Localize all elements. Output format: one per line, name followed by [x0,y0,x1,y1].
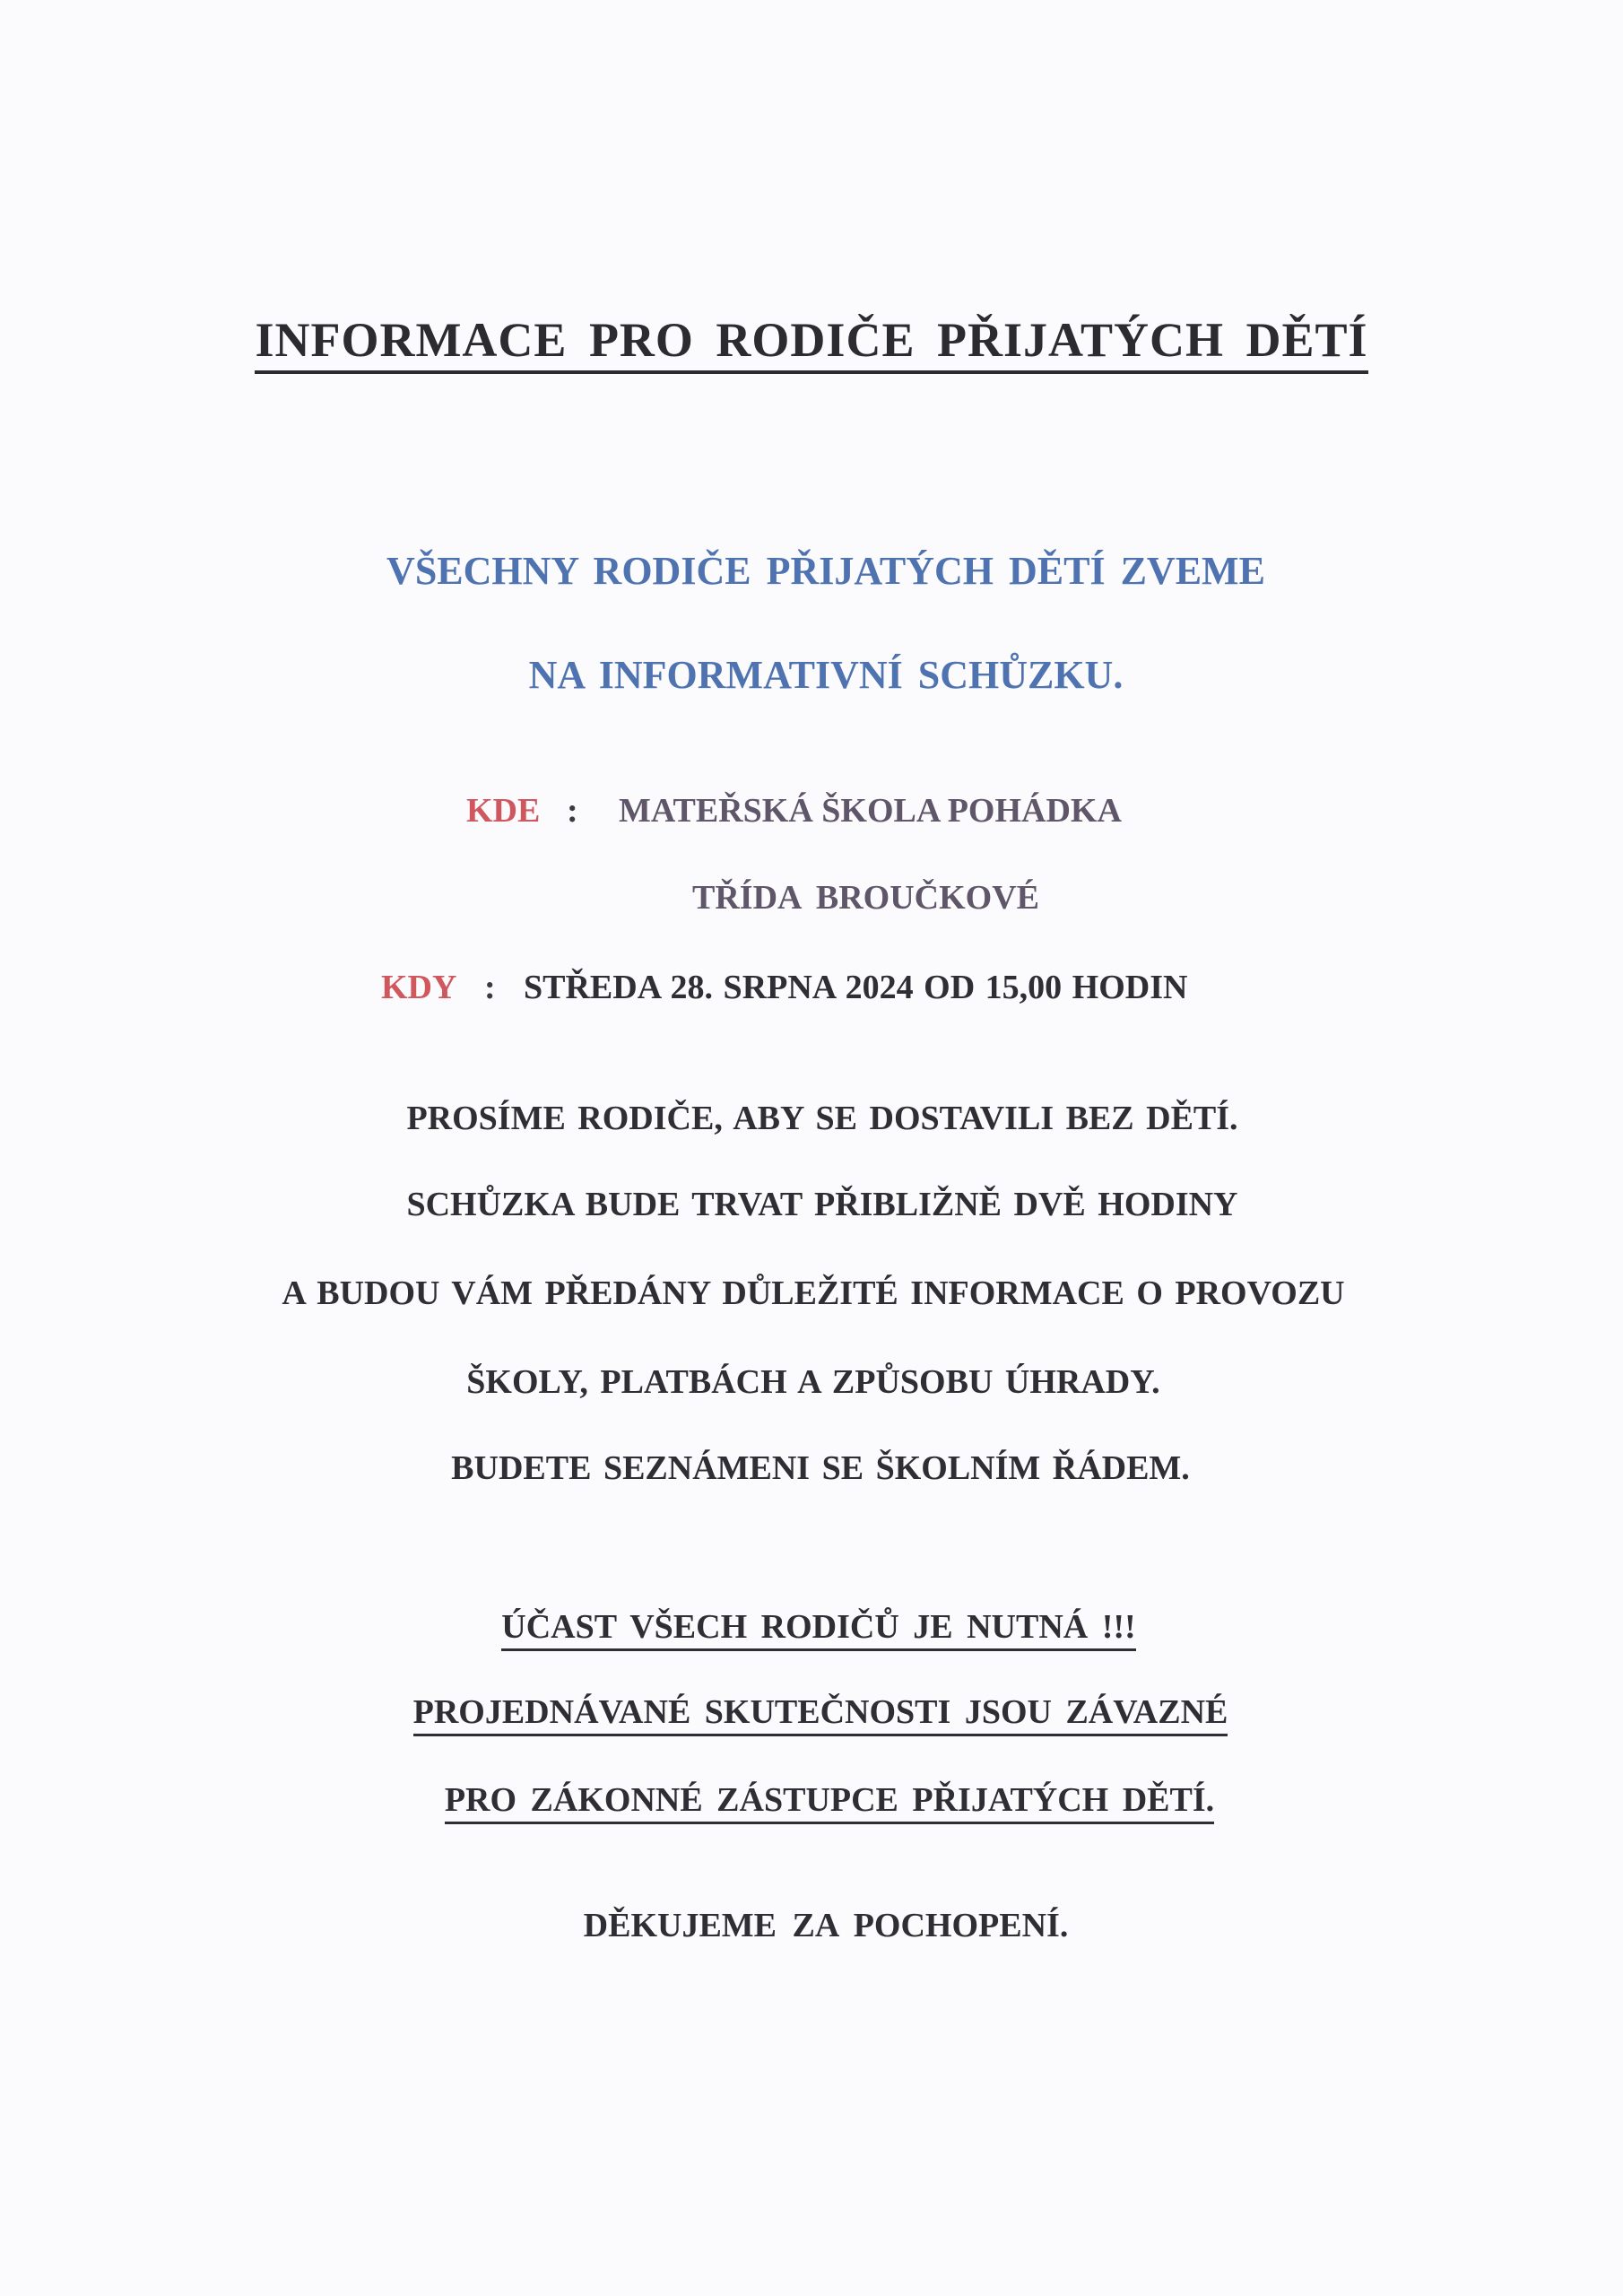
notice-line-1-text: ÚČAST VŠECH RODIČŮ JE NUTNÁ !!! [501,1608,1135,1651]
invitation-line-1: VŠECHNY RODIČE PŘIJATÝCH DĚTÍ ZVEME [386,549,1265,593]
body-line-3: A BUDOU VÁM PŘEDÁNY DŮLEŽITÉ INFORMACE O PROVOZU [282,1274,1345,1312]
body-line-2: SCHŮZKA BUDE TRVAT PŘIBLIŽNĚ DVĚ HODINY [406,1186,1238,1223]
invitation-line-2: NA INFORMATIVNÍ SCHŮZKU. [528,653,1124,697]
page-title [0,313,1623,367]
where-school: MATEŘSKÁ ŠKOLA POHÁDKA [619,792,1122,830]
closing-line: DĚKUJEME ZA POCHOPENÍ. [583,1907,1069,1944]
body-line-1: PROSÍME RODIČE, ABY SE DOSTAVILI BEZ DĚTÍ. [406,1100,1238,1137]
notice-line-2 [9,1695,1623,1729]
where-label: KDE [466,792,541,830]
when-label: KDY [381,969,457,1006]
page-title-text: INFORMACE PRO RODIČE PŘIJATÝCH DĚTÍ [255,313,1367,374]
where-separator: : [567,792,578,830]
notice-line-2-text: PROJEDNÁVANÉ SKUTEČNOSTI JSOU ZÁVAZNÉ [413,1693,1228,1736]
notice-line-3 [18,1783,1623,1817]
body-line-5: BUDETE SEZNÁMENI SE ŠKOLNÍM ŘÁDEM. [451,1449,1190,1487]
when-value: STŘEDA 28. SRPNA 2024 OD 15,00 HODIN [524,969,1188,1006]
notice-line-3-text: PRO ZÁKONNÉ ZÁSTUPCE PŘIJATÝCH DĚTÍ. [445,1781,1214,1824]
where-class: TŘÍDA BROUČKOVÉ [692,879,1039,917]
notice-line-1 [7,1610,1623,1644]
body-line-4: ŠKOLY, PLATBÁCH A ZPŮSOBU ÚHRADY. [466,1363,1160,1401]
when-separator: : [484,969,496,1006]
